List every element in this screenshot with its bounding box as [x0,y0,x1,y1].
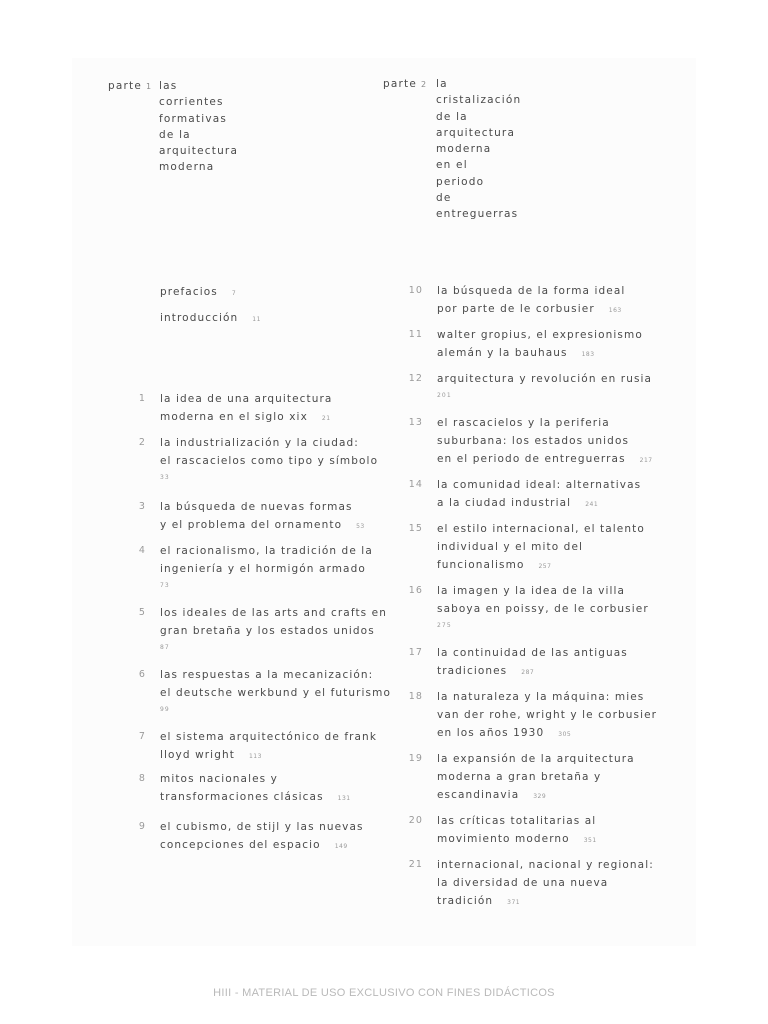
page-number: 329 [533,793,547,800]
chapter-title-text: la búsqueda de nuevas formas [160,501,353,513]
page-number: 131 [337,795,351,802]
chapter-title-line [160,770,351,788]
chapter-title-text: saboya en poissy, de le corbusier [437,603,649,615]
part-2-label: parte [383,78,417,90]
chapter-title-text: lloyd wright [160,749,235,761]
chapter-number: 1 [138,393,146,404]
chapter-number: 19 [408,753,423,764]
chapter-title-line [160,666,391,684]
part-2-number: 2 [421,80,428,89]
chapter-title-line [160,390,332,408]
chapter-title-text: walter gropius, el expresionismo [437,329,643,341]
chapter-title-text: la continuidad de las antiguas [437,647,628,659]
chapter-title-text: la imagen y la idea de la villa [437,585,626,597]
chapter-title-line [437,856,654,874]
toc-entry-introduccion[interactable] [160,309,261,329]
chapter-number: 20 [408,815,423,826]
chapter-number: 12 [408,373,423,384]
page-number: 217 [639,457,653,464]
chapter-title [160,666,391,716]
part-1-title-line: las [159,80,178,92]
page-number: 305 [558,731,572,738]
page-number: 257 [538,563,552,570]
chapter-title [437,476,641,514]
toc-entry-prefacios[interactable] [160,283,236,303]
chapter-title-line [160,684,391,702]
part-2-heading [383,76,633,226]
chapter-title [160,604,387,654]
chapter-title-line [437,520,645,538]
chapter-title [160,498,365,536]
page-number: 183 [581,351,595,358]
chapter-title-text: suburbana: los estados unidos [437,435,630,447]
part-1-number: 1 [146,82,153,91]
chapter-title-text: movimiento moderno [437,833,570,845]
chapter-number: 6 [138,669,146,680]
chapter-title-line [160,434,378,452]
chapter-title [160,728,377,766]
chapter-number: 11 [408,329,423,340]
chapter-title-text: a la ciudad industrial [437,497,572,509]
part-1-title [159,78,238,176]
chapter-title-text: funcionalismo [437,559,525,571]
chapter-title [437,582,649,632]
chapter-title-line [437,662,628,682]
chapter-title-text: el racionalismo, la tradición de la [160,545,373,557]
chapter-title-line [437,830,597,850]
entry-title: introducción [160,312,239,324]
chapter-number: 21 [408,859,423,870]
chapter-title-line [437,326,643,344]
part-1-title-line: corrientes [159,96,224,109]
chapter-title-line [160,746,377,766]
page-number: 287 [521,669,535,676]
chapter-title-text: los ideales de las arts and crafts en [160,607,387,619]
chapter-title-line [160,498,365,516]
chapter-title-text: arquitectura y revolución en rusia [437,373,653,385]
page-number: 7 [231,290,237,297]
chapter-title [437,282,625,320]
chapter-title-line [437,494,641,514]
page-number: 371 [507,899,521,906]
page-number: 53 [356,523,365,530]
chapter-title [437,370,652,402]
chapter-title-line [437,476,641,494]
chapter-title-text: ingeniería y el hormigón armado [160,563,366,575]
part-1-label-group [108,78,152,95]
chapter-title-line [437,538,645,556]
part-1-title-line: formativas [159,112,228,125]
chapter-title-line [437,344,643,364]
chapter-title-text: mitos nacionales y [160,773,278,785]
chapter-title [160,542,373,592]
chapter-title [160,770,351,808]
chapter-title-text: en el periodo de entreguerras [437,453,626,465]
chapter-number: 5 [138,607,146,618]
chapter-title-line [437,724,657,744]
chapter-title-text: alemán y la bauhaus [437,347,568,359]
part-2-title-line: en el [436,159,468,172]
chapter-title-line [437,706,657,724]
chapter-title-text: moderna en el siglo xix [160,411,308,423]
page-number: 73 [160,582,170,589]
part-2-title-line: la [436,78,448,90]
entry-title: prefacios [160,286,218,298]
chapter-title-text: la diversidad de una nueva [437,877,609,889]
chapter-title-text: la expansión de la arquitectura [437,753,635,765]
chapter-title-line [437,414,653,432]
chapters-part-1 [138,390,391,860]
chapter-title-text: por parte de le corbusier [437,303,595,315]
chapter-title [437,326,643,364]
chapter-title-text: internacional, nacional y regional: [437,859,654,871]
chapter-title-line [437,600,649,618]
chapter-title [437,520,645,576]
chapter-title-line [437,768,635,786]
chapter-title-line [437,892,654,912]
chapter-title-line [437,786,635,806]
page-number: 201 [437,392,452,399]
footer-disclaimer: HIII - MATERIAL DE USO EXCLUSIVO CON FINES DIDÁCTICOS [213,987,555,999]
chapter-title [437,750,635,806]
chapter-title-line [437,644,628,662]
chapter-title-line [160,452,378,470]
chapter-title-line [437,432,653,450]
part-1-title-line: de la [159,128,191,141]
chapters-part-2 [408,282,662,922]
page-number: 241 [585,501,599,508]
page-number: 21 [321,415,331,422]
chapter-title-text: individual y el mito del [437,541,584,553]
part-1-label: parte [108,80,142,92]
chapter-title-line [437,874,654,892]
chapter-number: 17 [408,647,423,658]
chapter-title-text: la idea de una arquitectura [160,393,333,405]
chapter-number: 14 [408,479,423,490]
chapter-number: 7 [138,731,146,742]
chapter-title-line [160,788,351,808]
chapter-title-text: el sistema arquitectónico de frank [160,731,377,743]
chapter-number: 13 [408,417,423,428]
chapter-title-text: la comunidad ideal: alternativas [437,479,642,491]
chapter-title [437,812,597,850]
chapter-number: 18 [408,691,423,702]
chapter-title-text: el estilo internacional, el talento [437,523,645,535]
chapter-title-line [437,688,657,706]
chapter-title [160,434,378,484]
chapter-title-line [160,560,373,578]
page-number: 113 [248,753,262,760]
chapter-number: 15 [408,523,423,534]
chapter-title-text: y el problema del ornamento [160,519,343,531]
chapter-title-text: el rascacielos y la periferia [437,417,610,429]
part-1-title-line: moderna [159,161,215,174]
chapter-number: 9 [138,821,146,832]
part-2-title-line: moderna [436,143,492,156]
chapter-title-line [160,516,365,536]
part-2-title-line: arquitectura [436,126,516,139]
chapter-title-text: gran bretaña y los estados unidos [160,625,375,637]
chapter-title [160,390,332,428]
chapter-title-text: escandinavia [437,789,520,801]
part-2-title-line: cristalización [436,94,522,107]
chapter-title-text: el cubismo, de stijl y las nuevas [160,821,364,833]
page-number: 275 [437,622,452,629]
chapter-number: 10 [408,285,423,296]
page-number: 149 [334,843,348,850]
chapter-title-text: el rascacielos como tipo y símbolo [160,455,379,467]
chapter-number: 2 [138,437,146,448]
page-number: 99 [160,706,170,713]
chapter-title-line [437,812,597,830]
chapter-title-line [160,728,377,746]
chapter-title-line [437,370,652,388]
chapter-title-line [160,818,364,836]
chapter-title [160,818,364,856]
chapter-title [437,414,653,470]
chapter-title-line [160,408,332,428]
page-number: 87 [160,644,170,651]
part-2-title-line: de [436,192,452,205]
chapter-title-line [437,282,625,300]
page-number: 351 [583,837,597,844]
chapter-title-line [437,300,625,320]
chapter-title-text: tradiciones [437,665,508,677]
page-number: 163 [608,307,622,314]
chapter-number: 16 [408,585,423,596]
page-number: 33 [160,474,170,481]
part-2-title [436,76,521,223]
chapter-title-text: el deutsche werkbund y el futurismo [160,687,391,699]
chapter-title-text: las respuestas a la mecanización: [160,669,374,681]
chapter-title [437,856,654,912]
chapter-title-text: transformaciones clásicas [160,791,324,803]
chapter-title-line [437,750,635,768]
chapter-title-line [160,836,364,856]
chapter-title-text: moderna a gran bretaña y [437,771,602,783]
chapter-title-line [437,556,645,576]
chapter-title-line [160,604,387,622]
chapter-title-line [160,542,373,560]
part-2-label-group [383,76,427,93]
chapter-title-text: las críticas totalitarias al [437,815,597,827]
chapter-title-text: la industrialización y la ciudad: [160,437,359,449]
part-1-heading [108,78,338,178]
page-number: 11 [252,316,261,323]
chapter-title-text: concepciones del espacio [160,839,321,851]
part-2-title-line: periodo [436,175,485,188]
chapter-title-text: la naturaleza y la máquina: mies [437,691,645,703]
part-2-title-line: entreguerras [436,208,519,221]
chapter-title [437,688,657,744]
chapter-title-text: van der rohe, wright y le corbusier [437,709,658,721]
chapter-number: 8 [138,773,146,784]
chapter-title-text: la búsqueda de la forma ideal [437,285,626,297]
chapter-title-line [160,622,387,640]
chapter-number: 4 [138,545,146,556]
chapter-title-line [437,582,649,600]
part-1-title-line: arquitectura [159,145,239,158]
chapter-title-line [437,450,653,470]
front-matter [160,283,360,343]
chapter-title-text: en los años 1930 [437,727,545,739]
chapter-title [437,644,628,682]
chapter-title-text: tradición [437,895,494,907]
part-2-title-line: de la [436,110,468,123]
chapter-number: 3 [138,501,146,512]
